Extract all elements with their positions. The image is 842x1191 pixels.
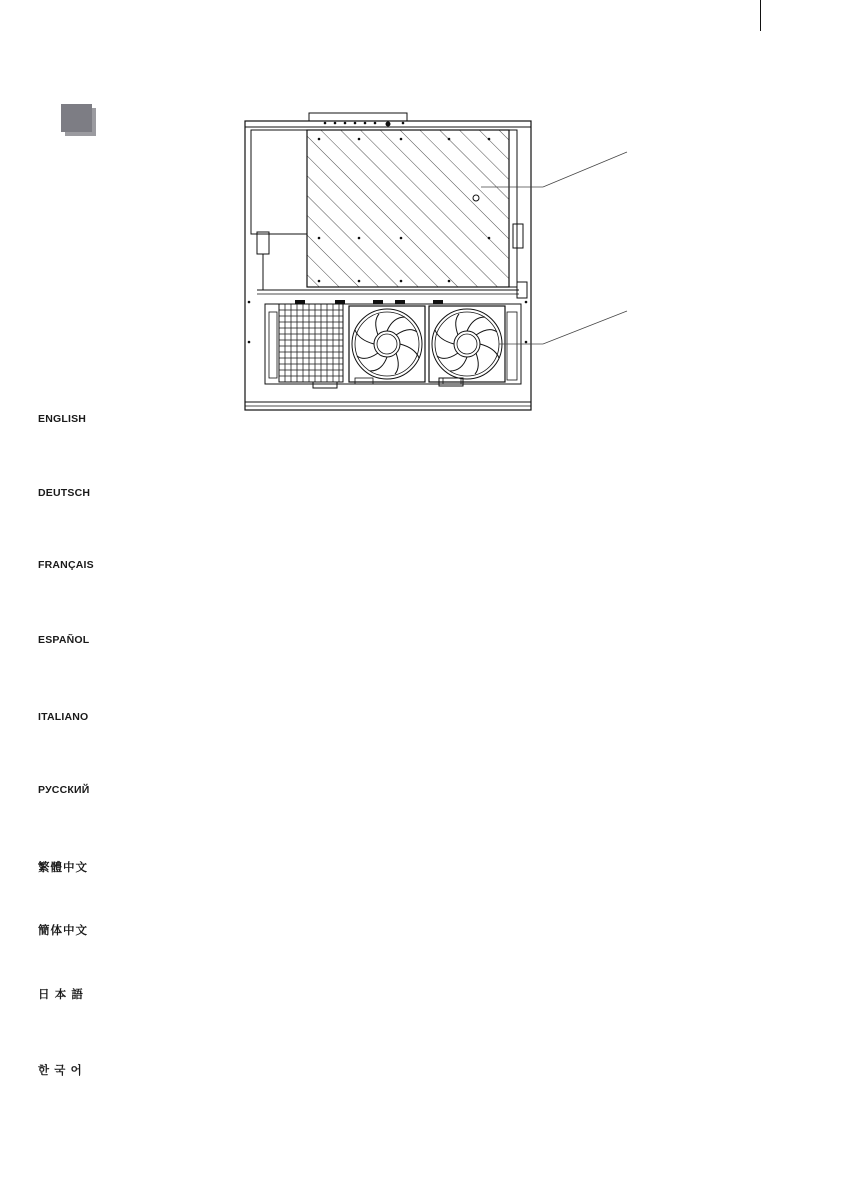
fan-left — [349, 306, 425, 384]
lang-espanol: ESPAÑOL — [38, 634, 90, 646]
lang-russian: РУССКИЙ — [38, 784, 90, 796]
lang-korean: 한 국 어 — [38, 1065, 83, 1077]
lang-japanese: 日 本 語 — [38, 989, 84, 1001]
language-list — [38, 0, 118, 1191]
psu-bay — [251, 130, 307, 234]
lang-francais: FRANÇAIS — [38, 559, 94, 571]
top-handle — [309, 113, 407, 121]
case-interior-diagram — [243, 112, 633, 414]
lang-english: ENGLISH — [38, 413, 87, 425]
side-panel-hatched — [307, 130, 509, 287]
mesh-filter — [279, 304, 343, 382]
lang-traditional-chinese: 繁體中文 — [38, 862, 88, 874]
fan-right — [429, 306, 505, 384]
crop-mark — [760, 0, 761, 31]
lang-simplified-chinese: 簡体中文 — [38, 925, 88, 937]
lang-italiano: ITALIANO — [38, 711, 89, 723]
lang-deutsch: DEUTSCH — [38, 487, 91, 499]
